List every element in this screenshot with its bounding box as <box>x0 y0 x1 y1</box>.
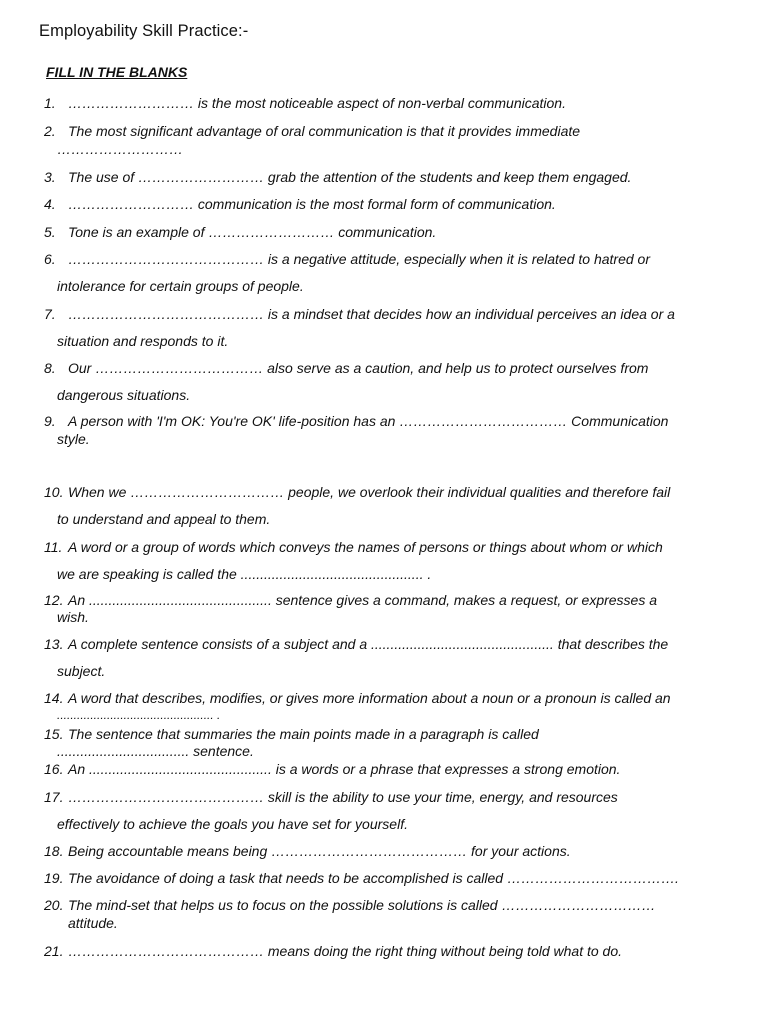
page-title: Employability Skill Practice:- <box>39 22 249 40</box>
question-20-continued: attitude. <box>68 915 118 931</box>
question-11-continued: we are speaking is called the ............................................... . <box>57 566 432 582</box>
question-16: 16. An ............................................... is a words or a phrase that expresses a strong emotion. <box>44 761 621 777</box>
question-3: 3. The use of ……………………… grab the attention of the students and keep them engaged. <box>44 169 632 185</box>
question-7-continued: situation and responds to it. <box>57 333 229 349</box>
question-1: 1. ……………………… is the most noticeable aspect of non-verbal communication. <box>44 95 566 111</box>
question-10: 10. When we …………………………… people, we overlook their individual qualities and therefore fail <box>44 484 671 500</box>
question-9-continued: style. <box>57 431 90 447</box>
question-12-continued: wish. <box>57 609 89 625</box>
question-6-continued: intolerance for certain groups of people. <box>57 278 304 294</box>
question-15-continued: .................................. sentence. <box>57 743 254 759</box>
question-15: 15. The sentence that summaries the main points made in a paragraph is called <box>44 726 539 742</box>
question-2-continued: ……………………… <box>57 141 183 157</box>
question-13-continued: subject. <box>57 663 106 679</box>
question-17: 17. …………………………………… skill is the ability to use your time, energy, and resources <box>44 789 618 805</box>
question-10-continued: to understand and appeal to them. <box>57 511 271 527</box>
section-heading: FILL IN THE BLANKS <box>46 64 188 80</box>
question-21: 21. …………………………………… means doing the right thing without being told what to do. <box>44 943 623 959</box>
question-6: 6. …………………………………… is a negative attitude, especially when it is related to hatred or <box>44 251 650 267</box>
question-17-continued: effectively to achieve the goals you have set for yourself. <box>57 816 408 832</box>
question-7: 7. …………………………………… is a mindset that decides how an individual perceives an idea or a <box>44 306 675 322</box>
question-14-continued: ............................................... . <box>57 708 221 722</box>
question-8: 8. Our ……………………………… also serve as a caution, and help us to protect ourselves from <box>44 360 649 376</box>
question-4: 4. ……………………… communication is the most formal form of communication. <box>44 196 556 212</box>
question-18: 18. Being accountable means being …………………………………… for your actions. <box>44 843 571 859</box>
question-19: 19. The avoidance of doing a task that needs to be accomplished is called ………………………………. <box>44 870 679 886</box>
question-11: 11. A word or a group of words which conveys the names of persons or things about whom or which <box>44 539 663 555</box>
question-14: 14. A word that describes, modifies, or gives more information about a noun or a pronoun is called an <box>44 690 671 706</box>
question-9: 9. A person with 'I'm OK: You're OK' life-position has an ……………………………… Communication <box>44 413 669 429</box>
question-12: 12. An ............................................... sentence gives a command, makes a request, or expresses a <box>44 592 658 608</box>
question-20: 20. The mind-set that helps us to focus on the possible solutions is called …………………………… <box>44 897 656 913</box>
question-13: 13. A complete sentence consists of a subject and a ............................................... that describes the <box>44 636 669 652</box>
question-2: 2. The most significant advantage of oral communication is that it provides immediate <box>44 123 581 139</box>
question-5: 5. Tone is an example of ……………………… communication. <box>44 224 437 240</box>
question-8-continued: dangerous situations. <box>57 387 191 403</box>
